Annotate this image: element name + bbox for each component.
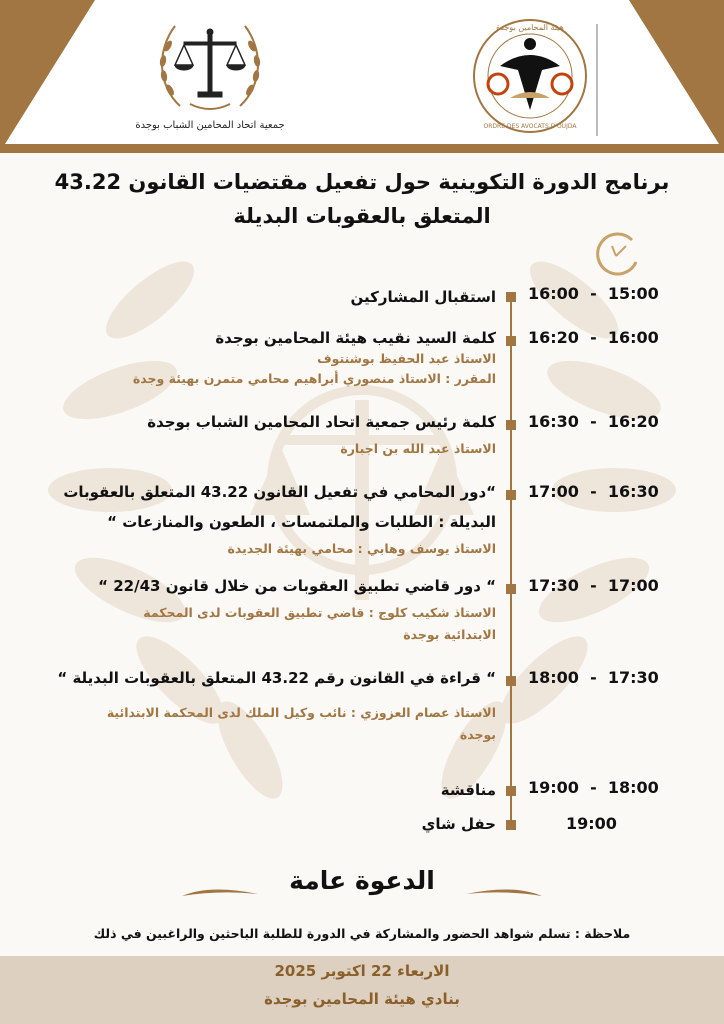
clock-icon xyxy=(592,232,640,280)
right-logo-arabic: هيئة المحامين بوجدة xyxy=(496,23,564,32)
schedule-time: 16:30 - 16:20 xyxy=(528,412,659,431)
schedule-title: “دور المحامي في تفعيل القانون 43.22 المتعلق بالعقوبات xyxy=(63,483,496,501)
event-date: الاربعاء 22 اكتوبر 2025 xyxy=(274,962,450,980)
timeline-bullet xyxy=(506,292,516,302)
schedule-detail: الاستاذ شكيب كلوج : قاضي تطبيق العقوبات لدى المحكمة xyxy=(143,605,496,620)
header-divider xyxy=(0,144,724,153)
schedule-title: البديلة : الطلبات والملتمسات ، الطعون والمنازعات “ xyxy=(107,513,496,531)
timeline-bullet xyxy=(506,676,516,686)
right-logo-french: ORDRE DES AVOCATS D'OUJDA xyxy=(483,123,577,130)
schedule-time: 19:00 - 18:00 xyxy=(528,778,659,797)
event-venue: بنادي هيئة المحامين بوجدة xyxy=(264,990,460,1008)
left-logo-caption: جمعية اتحاد المحامين الشباب بوجدة xyxy=(135,120,285,131)
header-corner-left xyxy=(0,0,95,152)
timeline-bullet xyxy=(506,820,516,830)
general-invitation xyxy=(180,866,544,910)
schedule-title: كلمة رئيس جمعية اتحاد المحامين الشباب بوجدة xyxy=(147,413,496,431)
flourish-right xyxy=(464,886,544,900)
schedule-detail: الابتدائية بوجدة xyxy=(403,627,496,642)
schedule-time: 18:00 - 17:30 xyxy=(528,668,659,687)
schedule-detail: الاستاذ عبد الحفيظ بوشنتوف xyxy=(317,351,496,366)
timeline-bullet xyxy=(506,786,516,796)
schedule-time: 17:00 - 16:30 xyxy=(528,482,659,501)
schedule-title: “ قراءة في القانون رقم 43.22 المتعلق بالعقوبات البديلة “ xyxy=(57,669,496,687)
schedule-time: 17:30 - 17:00 xyxy=(528,576,659,595)
schedule-detail: الاستاذ عبد الله بن اجبارة xyxy=(340,441,496,456)
schedule-title: كلمة السيد نقيب هيئة المحامين بوجدة xyxy=(215,329,496,347)
schedule-title: مناقشة xyxy=(440,781,496,799)
header-corner-right xyxy=(629,0,724,152)
timeline-line xyxy=(510,293,512,828)
schedule-title: استقبال المشاركين xyxy=(350,288,496,306)
schedule-detail: الاستاذ يوسف وهابي : محامي بهيئة الجديدة xyxy=(227,541,496,556)
schedule-title: “ دور قاضي تطبيق العقوبات من خلال قانون 22/43 “ xyxy=(98,577,496,595)
schedule-time: 19:00 xyxy=(566,814,617,833)
schedule-detail: المقرر : الاستاذ منصوري أبراهيم محامي متمرن بهيئة وجدة xyxy=(132,371,496,386)
logo-divider xyxy=(596,24,598,136)
scales-of-justice-icon xyxy=(150,16,270,116)
page-title-line2: المتعلق بالعقوبات البديلة xyxy=(233,204,491,228)
timeline-bullet xyxy=(506,584,516,594)
timeline-bullet xyxy=(506,336,516,346)
schedule-time: 16:20 - 16:00 xyxy=(528,328,659,347)
timeline-bullet xyxy=(506,490,516,500)
bar-association-emblem xyxy=(470,14,590,138)
attendance-note: ملاحظة : تسلم شواهد الحضور والمشاركة في الدورة للطلبة الباحثين والراغبين في ذلك xyxy=(93,926,631,941)
page-title-line1: برنامج الدورة التكوينية حول تفعيل مقتضيات القانون 43.22 xyxy=(54,170,670,194)
schedule-time: 16:00 - 15:00 xyxy=(528,284,659,303)
header-band xyxy=(0,0,724,152)
schedule-title: حفل شاي xyxy=(421,815,496,833)
general-invitation-text: الدعوة عامة xyxy=(289,866,435,895)
schedule-detail: الاستاذ عصام العزوزي : نائب وكيل الملك لدى المحكمة الابتدائية xyxy=(106,705,496,720)
timeline-bullet xyxy=(506,420,516,430)
schedule-detail: بوجدة xyxy=(459,727,496,742)
